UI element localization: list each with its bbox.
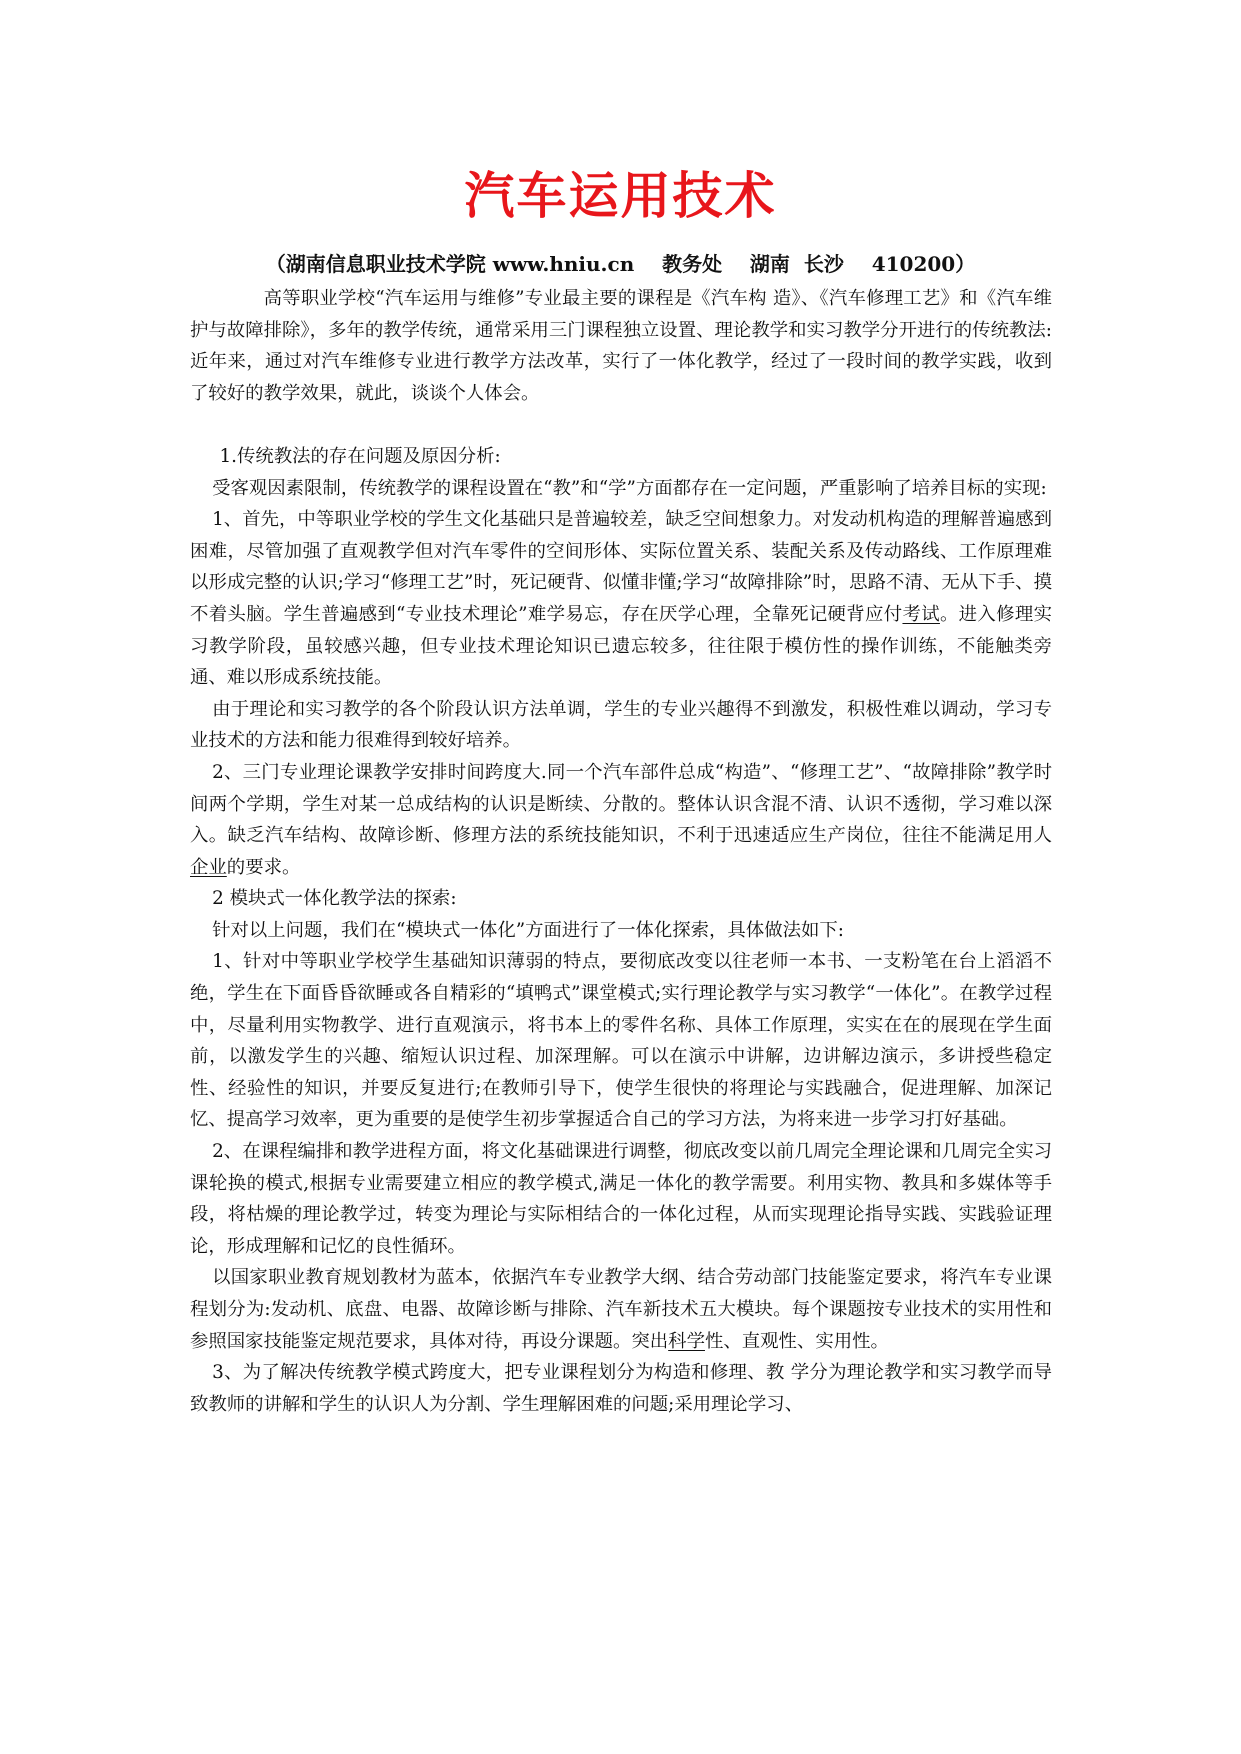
paragraph [190,757,1052,883]
paragraph-text: 以国家职业教育规划教材为蓝本，依据汽车专业教学大纲、结合劳动部门技能鉴定要求，将汽车专业课程划分为:发动机、底盘、电器、故障诊断与排除、汽车新技术五大模块。每个课题按专业技术的实用性和参照国家技能鉴定规范要求，具体对待，再设分课题。突出 [190,1267,1052,1352]
document-title: 汽车运用技术 [464,167,777,225]
paragraph: 受客观因素限制，传统教学的课程设置在“教”和“学”方面都存在一定问题，严重影响了培养目标的实现: [212,477,1047,499]
paragraph-text: 2、三门专业理论课教学安排时间跨度大.同一个汽车部件总成“构造”、“修理工艺”、“故障排除”教学时间两个学期，学生对某一总成结构的认识是断续、分散的。整体认识含混不清、认识不透彻，学习难以深入。缺乏汽车结构、故障诊断、修理方法的系统技能知识，不利于迅速适应生产岗位，往往不能满足用人 [190,761,1052,847]
paragraph [190,1262,1052,1357]
section-heading-2: 2 模块式一体化教学法的探索: [212,888,457,910]
paragraph: 3、为了解决传统教学模式跨度大，把专业课程划分为构造和修理、教 学分为理论教学和实习教学而导致教师的讲解和学生的认识人为分割、学生理解困难的问题;采用理论学习、 [190,1362,1052,1415]
paragraph: 针对以上问题，我们在“模块式一体化”方面进行了一体化探索，具体做法如下: [212,919,844,941]
paragraph-text: 。进入修理实习教学阶段，虽较感兴趣，但专业技术理论知识已遗忘较多，往往限于模仿性的操作训练，不能触类旁通、难以形成系统技能。 [190,603,1052,689]
link-enterprise[interactable]: 企业 [190,856,227,878]
paragraph-text: 1、首先，中等职业学校的学生文化基础只是普遍较差，缺乏空间想象力。对发动机构造的理解普遍感到困难，尽管加强了直观教学但对汽车零件的空间形体、实际位置关系、装配关系及传动路线、工作原理难以形成完整的认识;学习“修理工艺”时，死记硬背、似懂非懂;学习“故障排除”时，思路不清、无从下手、摸不着头脑。学生普遍感到“专业技术理论”难学易忘，存在厌学心理，全靠死记硬背应付 [190,509,1052,625]
paragraph [190,504,1052,694]
intro-paragraph: 高等职业学校“汽车运用与维修”专业最主要的课程是《汽车构 造》、《汽车修理工艺》和《汽车维护与故障排除》，多年的教学传统，通常采用三门课程独立设置、理论教学和实习教学分开进行的传统教法:近年来，通过对汽车维修专业进行教学方法改革，实行了一体化教学，经过了一段时间的教学实践，收到了较好的教学效果，就此，谈谈个人体会。 [190,288,1052,404]
paragraph: 由于理论和实习教学的各个阶段认识方法单调，学生的专业兴趣得不到激发，积极性难以调动，学习专业技术的方法和能力很难得到较好培养。 [190,698,1052,752]
document-body [190,283,1052,1420]
section-heading-1: 1.传统教法的存在问题及原因分析: [219,445,501,467]
link-exam[interactable]: 考试 [902,603,940,625]
document-subtitle: （湖南信息职业技术学院 www.hniu.cn 教务处 湖南 长沙 410200） [265,252,976,276]
link-science[interactable]: 科学 [668,1330,705,1352]
paragraph: 2、在课程编排和教学进程方面，将文化基础课进行调整，彻底改变以前几周完全理论课和几周完全实习课轮换的模式,根据专业需要建立相应的教学模式,满足一体化的教学需要。利用实物、教具和多媒体等手段，将枯燥的理论教学过，转变为理论与实际相结合的一体化过程，从而实现理论指导实践、实践验证理论，形成理解和记忆的良性循环。 [190,1141,1052,1257]
paragraph-text: 性、直观性、实用性。 [704,1330,889,1352]
paragraph: 1、针对中等职业学校学生基础知识薄弱的特点，要彻底改变以往老师一本书、一支粉笔在台上滔滔不绝，学生在下面昏昏欲睡或各自精彩的“填鸭式”课堂模式;实行理论教学与实习教学“一体化”。在教学过程中，尽量利用实物教学、进行直观演示，将书本上的零件名称、具体工作原理，实实在在的展现在学生面前，以激发学生的兴趣、缩短认识过程、加深理解。可以在演示中讲解，边讲解边演示，多讲授些稳定性、经验性的知识，并要反复进行;在教师引导下，使学生很快的将理论与实践融合，促进理解、加深记忆、提高学习效率，更为重要的是使学生初步掌握适合自己的学习方法，为将来进一步学习打好基础。 [190,951,1052,1131]
paragraph-text: 的要求。 [226,856,301,878]
